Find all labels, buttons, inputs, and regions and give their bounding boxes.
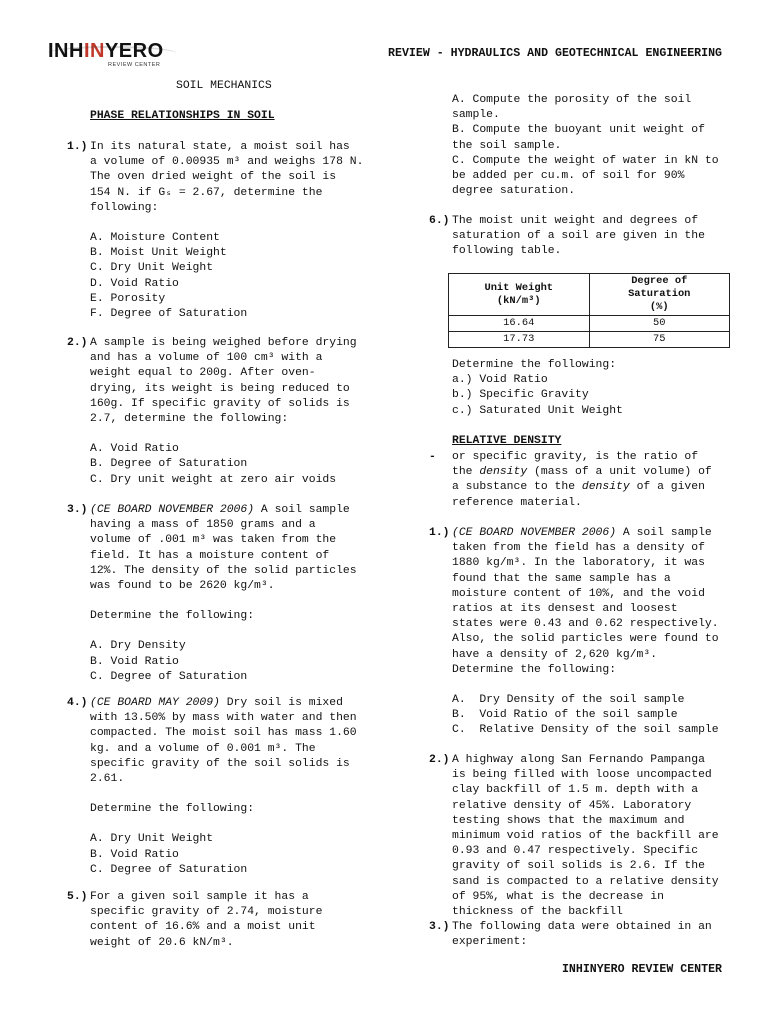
relative-density-question-2 (429, 753, 739, 920)
option-item: A. Dry Unit Weight (90, 833, 214, 846)
table-row (449, 316, 730, 332)
option-list (67, 639, 397, 685)
table-row (449, 332, 730, 348)
option-item: C. Compute the weight of water in kN to (452, 154, 719, 167)
question-text-line (452, 526, 739, 541)
column-header-degree-of-saturation: Degree of Saturation (%) (589, 274, 730, 316)
option-item: degree saturation. (452, 185, 576, 198)
question-text-line: Dry soil is mixed (219, 697, 343, 709)
question-text (429, 526, 739, 678)
logo-subtitle: REVIEW CENTER (108, 62, 161, 68)
option-item: B. Moist Unit Weight (90, 247, 227, 260)
question-text (429, 214, 739, 260)
question-text (67, 336, 397, 427)
question-text (429, 753, 739, 920)
question-text-line: a volume of 0.00935 m³ and weighs 178 N. (90, 156, 364, 169)
option-item: A. Dry Density (90, 640, 186, 653)
question-text-line: have a density of 2,620 kg/m³. (452, 648, 658, 661)
question-text-line: In its natural state, a moist soil has (90, 141, 350, 153)
question-text-line: clay backfill of 1.5 m. depth with a (452, 784, 699, 797)
question-text-line: sand is compacted to a relative density (452, 875, 719, 888)
question-text-line: thickness of the backfill (452, 906, 623, 919)
table-cell: 50 (589, 316, 730, 332)
question-text-line: found that the same sample has a (452, 572, 671, 585)
definition-line: the density (mass of a unit volume) of (452, 466, 712, 479)
question-text (67, 696, 397, 787)
question-text-line: taken from the field has a density of (452, 542, 705, 555)
option-item: A. Moisture Content (90, 232, 220, 245)
option-item: A. Compute the porosity of the soil (452, 94, 692, 106)
question-text-line: testing shows that the maximum and (452, 814, 685, 827)
question-text-line: The following data were obtained in an (452, 921, 712, 933)
logo-text-a: INH (48, 40, 84, 62)
question-3 (67, 503, 397, 685)
question-text-line: saturation of a soil are given in the (452, 230, 705, 243)
question-number: 3.) (429, 921, 450, 933)
question-text-line: The moist unit weight and degrees of (452, 215, 699, 227)
question-text-line: following table. (452, 245, 562, 258)
question-text-line: gravity of soil solids is 2.6. If the (452, 860, 705, 873)
question-6 (429, 214, 739, 260)
section-phase-relationships: PHASE RELATIONSHIPS IN SOIL (90, 110, 275, 122)
option-item: b.) Specific Gravity (452, 389, 589, 402)
question-text-line: A soil sample (254, 504, 350, 516)
question-text-line: following: (90, 201, 159, 214)
option-item: sample. (452, 109, 500, 122)
question-text-line (90, 503, 397, 518)
inhinyero-logo (48, 41, 178, 71)
definition-line: a substance to the density of a given (452, 481, 705, 494)
subject-title: SOIL MECHANICS (176, 80, 272, 92)
question-text-line: weight equal to 200g. After oven- (90, 367, 316, 380)
question-text-line: with 13.50% by mass with water and then (90, 712, 357, 725)
option-item: F. Degree of Saturation (90, 308, 248, 321)
question-6-followup (452, 358, 742, 419)
option-item: D. Void Ratio (90, 277, 179, 290)
question-number: 1.) (67, 141, 88, 153)
table-cell: 75 (589, 332, 730, 348)
question-number: 3.) (67, 504, 88, 516)
question-5 (67, 890, 397, 951)
question-prompt: Determine the following: (452, 359, 617, 371)
question-text-line: states were 0.43 and 0.62 respectively. (452, 618, 719, 631)
option-item: A. Dry Density of the soil sample (452, 694, 685, 707)
question-text-line: relative density of 45%. Laboratory (452, 799, 692, 812)
question-text-line: 0.93 and 0.47 respectively. Specific (452, 845, 699, 858)
question-text-line: compacted. The moist soil has mass 1.60 (90, 727, 357, 740)
question-text-line: weight of 20.6 kN/m³. (90, 936, 234, 949)
option-item: B. Compute the buoyant unit weight of (452, 124, 705, 137)
question-text-line: kg. and a volume of 0.001 m³. The (90, 742, 316, 755)
question-text (67, 890, 397, 951)
question-text-line: 160g. If specific gravity of solids is (90, 397, 350, 410)
question-text-line: volume of .001 m³ was taken from the (90, 534, 337, 547)
table-header-row (449, 274, 730, 316)
table-cell: 16.64 (449, 316, 590, 332)
board-exam-tag: (CE BOARD MAY 2009) (90, 697, 220, 709)
question-text (67, 503, 397, 594)
question-1 (67, 140, 397, 322)
relative-density-definition (429, 450, 739, 511)
question-text-line: was found to be 2620 kg/m³. (90, 580, 275, 593)
question-prompt: Determine the following: (90, 803, 255, 816)
option-item: be added per cu.m. of soil for 90% (452, 170, 685, 183)
question-text-line: experiment: (452, 936, 528, 949)
question-text-line: A soil sample (616, 527, 712, 539)
logo-text-c: YERO (104, 40, 164, 62)
question-text-line: of 95%, what is the decrease in (452, 890, 664, 903)
question-2 (67, 336, 397, 488)
column-header-unit-weight: Unit Weight (kN/m³) (449, 274, 590, 316)
question-text-line: moisture content of 10%, and the void (452, 587, 705, 600)
question-text (429, 920, 739, 950)
option-list (452, 373, 742, 419)
question-number: 6.) (429, 215, 450, 227)
question-text-line: ratios at its densest and loosest (452, 603, 678, 616)
question-text-line: content of 16.6% and a moist unit (90, 921, 316, 934)
question-text-line: and has a volume of 100 cm³ with a (90, 352, 323, 365)
question-text-line: 12%. The density of the solid particles (90, 564, 357, 577)
question-text-line: specific gravity of 2.74, moisture (90, 906, 323, 919)
question-text-line: is being filled with loose uncompacted (452, 769, 712, 782)
question-text-line: A highway along San Fernando Pampanga (452, 754, 705, 766)
option-list (67, 442, 397, 488)
option-item: C. Degree of Saturation (90, 863, 248, 876)
option-list (67, 832, 397, 878)
question-text-line: Determine the following: (452, 663, 617, 676)
option-item: B. Degree of Saturation (90, 458, 248, 471)
question-number: 2.) (429, 754, 450, 766)
option-item: A. Void Ratio (90, 443, 179, 456)
option-item: B. Void Ratio (90, 655, 179, 668)
option-item: B. Void Ratio (90, 848, 179, 861)
table-cell: 17.73 (449, 332, 590, 348)
option-list (67, 231, 397, 322)
bullet-dash: - (429, 451, 436, 463)
definition-line: or specific gravity, is the ratio of (452, 451, 699, 463)
question-text-line: The oven dried weight of the soil is (90, 171, 337, 184)
unit-weight-saturation-table (448, 273, 730, 348)
logo-swoosh-icon (48, 46, 176, 60)
relative-density-question-1 (429, 526, 739, 739)
question-text-line: Also, the solid particles were found to (452, 633, 719, 646)
question-text (67, 140, 397, 216)
logo-text-b: IN (83, 40, 105, 62)
question-prompt: Determine the following: (90, 610, 255, 623)
option-item: a.) Void Ratio (452, 374, 548, 387)
question-number: 4.) (67, 697, 88, 709)
option-item: B. Void Ratio of the soil sample (452, 709, 678, 722)
option-item: C. Dry Unit Weight (90, 262, 214, 275)
question-text-line: 154 N. if Gₛ = 2.67, determine the (90, 186, 323, 199)
option-item: E. Porosity (90, 292, 166, 305)
option-item: the soil sample. (452, 139, 562, 152)
question-number: 5.) (67, 891, 88, 903)
option-item: C. Degree of Saturation (90, 670, 248, 683)
definition-line: reference material. (452, 496, 582, 509)
question-text-line: A sample is being weighed before drying (90, 337, 357, 349)
question-5-options (452, 93, 742, 199)
option-list (429, 693, 739, 739)
question-text-line (90, 696, 397, 711)
option-item: c.) Saturated Unit Weight (452, 404, 623, 417)
page-header-title: REVIEW - HYDRAULICS AND GEOTECHNICAL ENGINEERING (388, 47, 722, 60)
question-text-line: drying, its weight is being reduced to (90, 382, 350, 395)
question-4 (67, 696, 397, 878)
page-footer: INHINYERO REVIEW CENTER (561, 963, 722, 976)
option-item: C. Relative Density of the soil sample (452, 724, 719, 737)
question-text-line: field. It has a moisture content of (90, 549, 330, 562)
question-text-line: 1880 kg/m³. In the laboratory, it was (452, 557, 705, 570)
section-relative-density: RELATIVE DENSITY (452, 435, 562, 447)
question-text-line: minimum void ratios of the backfill are (452, 830, 719, 843)
question-number: 1.) (429, 527, 450, 539)
question-text-line: For a given soil sample it has a (90, 891, 309, 903)
question-text-line: 2.61. (90, 773, 125, 786)
relative-density-question-3 (429, 920, 739, 950)
question-text-line: specific gravity of the soil solids is (90, 757, 350, 770)
question-text-line: having a mass of 1850 grams and a (90, 519, 316, 532)
board-exam-tag: (CE BOARD NOVEMBER 2006) (90, 504, 255, 516)
option-item: C. Dry unit weight at zero air voids (90, 473, 337, 486)
board-exam-tag: (CE BOARD NOVEMBER 2006) (452, 527, 617, 539)
question-text-line: 2.7, determine the following: (90, 413, 289, 426)
question-number: 2.) (67, 337, 88, 349)
